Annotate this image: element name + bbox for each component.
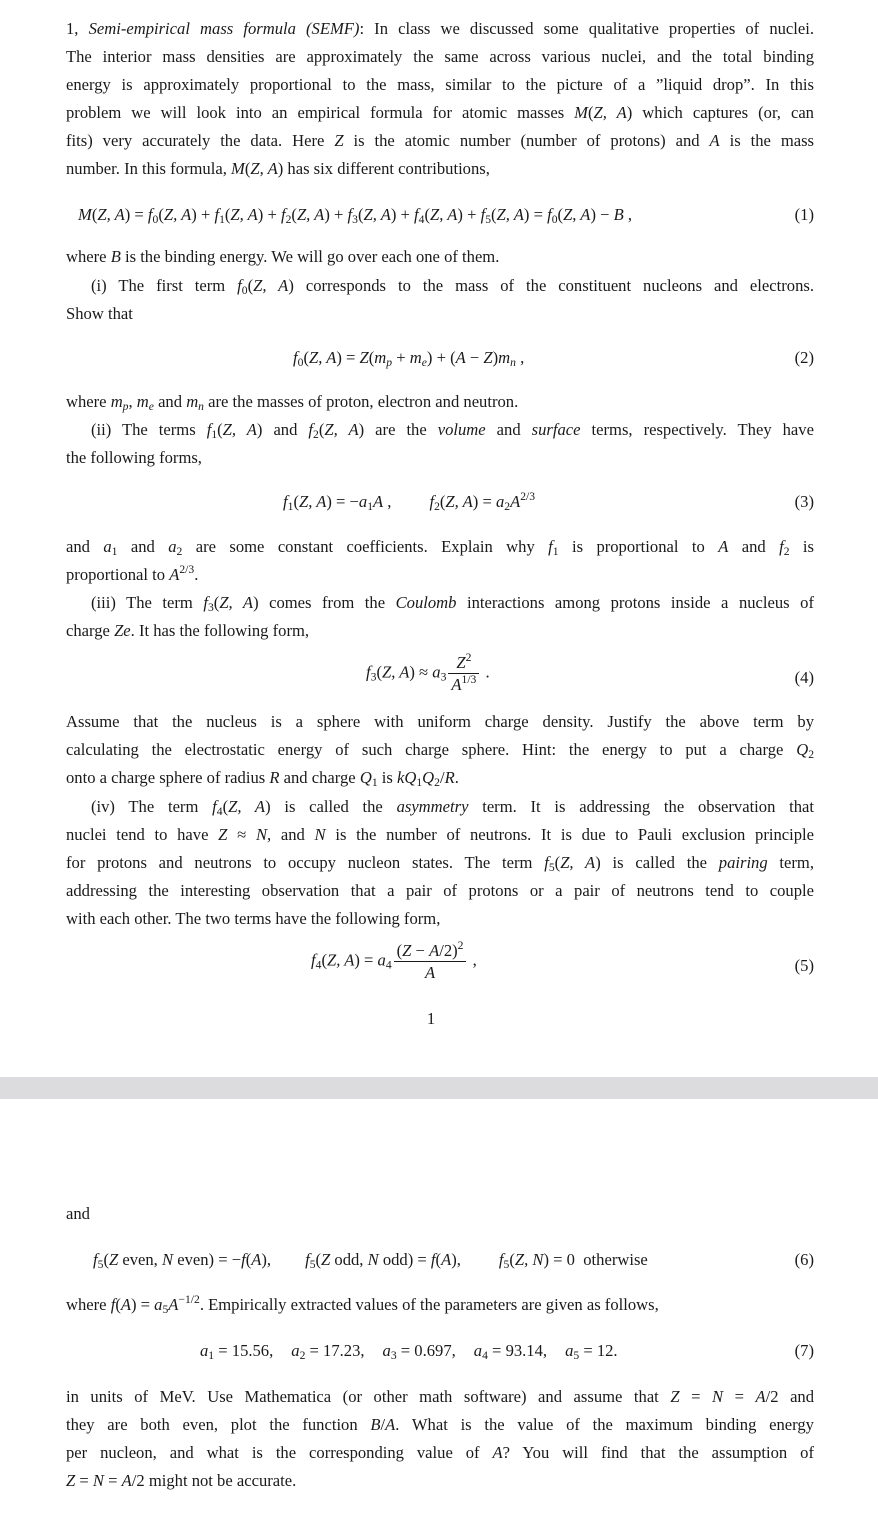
- text-line: addressing the interesting observation that a pair of protons or a pair of neutrons tend to couple: [66, 881, 814, 900]
- text-line: proportional to $A^{2/3}$.: [66, 563, 199, 584]
- text-line: The interior mass densities are approximately the same across various nuclei, and the total binding: [66, 47, 814, 66]
- text-line: and $a_1$ and $a_2$ are some constant coefficients. Explain why $f_1$ is proportional to A and $f_2$ is: [66, 537, 814, 558]
- text-line: Z = N = A/2 might not be accurate.: [66, 1471, 297, 1490]
- text-line: (iii) The term $f_3(Z$, A) comes from the Coulomb interactions among protons inside a nucleus of: [91, 593, 814, 614]
- equation-number: (6): [794, 1250, 814, 1269]
- text-line: energy is approximately proportional to the mass, similar to the picture of a ”liquid drop”. In this: [66, 75, 814, 94]
- text-line: calculating the electrostatic energy of such charge sphere. Hint: the energy to put a charge $Q_2$: [66, 740, 814, 761]
- text-line: (i) The first term $f_0(Z$, A) corresponds to the mass of the constituent nucleons and electrons.: [91, 276, 814, 297]
- text-line: Assume that the nucleus is a sphere with uniform charge density. Justify the above term by: [66, 712, 814, 731]
- equation-5: $f_4(Z$, $A) = a_4$ $\frac{(Z - A/2)^2}{A}$ ,: [311, 939, 477, 982]
- page-2: [0, 1099, 878, 1520]
- text-line: where $f(A) = a_5A^{-1/2}$. Empirically extracted values of the parameters are given as follows,: [66, 1293, 659, 1316]
- equation-3: $f_1(Z$, $A) = -a_1A$ , $f_2(Z$, $A) = a_2A^{2/3}$: [283, 490, 536, 513]
- text-line: and: [66, 1204, 90, 1223]
- text-line: charge Ze. It has the following form,: [66, 621, 310, 640]
- text-line: onto a charge sphere of radius R and charge $Q_1$ is $kQ_1Q_2/R$.: [66, 768, 459, 789]
- text-line: per nucleon, and what is the corresponding value of A? You will find that the assumption of: [66, 1443, 814, 1462]
- equation-number: (2): [794, 348, 814, 367]
- text-line: Show that: [66, 304, 133, 323]
- page-number: 1: [426, 1009, 436, 1028]
- text-line: for protons and neutrons to occupy nucleon states. The term $f_5(Z$, A) is called the pairing term,: [66, 853, 814, 874]
- problem-title: Semi-empirical mass formula (SEMF): [88, 19, 360, 38]
- equation-number: (5): [794, 956, 814, 975]
- text-line: (ii) The terms $f_1(Z$, A) and $f_2(Z$, A) are the volume and surface terms, respectively. They have: [91, 420, 814, 441]
- equation-7: $a_1 = 15.56$, $a_2 = 17.23$, $a_3 = 0.697$, $a_4 = 93.14$, $a_5 = 12$.: [200, 1341, 618, 1362]
- equation-4: $f_3(Z$, $A) \approx a_3$ $\frac{Z^2}{A^{1/3}}$ .: [366, 651, 490, 694]
- equation-2: $f_0(Z$, $A) = Z(m_p + m_e) + (A - Z)m_n$ ,: [293, 348, 525, 369]
- equation-6: $f_5(Z$ even, N even) = −f(A), $f_5(Z$ odd, N odd) = f(A), $f_5(Z$, N) = 0 otherwise: [93, 1250, 648, 1271]
- equation-number: (7): [794, 1341, 814, 1360]
- equation-1: M(Z, $A) = f_0(Z$, $A) + f_1(Z$, $A) + f_2(Z$, $A) + f_3(Z$, $A) + f_4(Z$, $A) + f_5(Z$, $A) = f_0(Z$, A) − B ,: [78, 205, 633, 226]
- page-separator: [0, 1077, 878, 1099]
- text-line: with each other. The two terms have the following form,: [66, 909, 441, 928]
- text-line: the following forms,: [66, 448, 202, 467]
- text-line: fits) very accurately the data. Here Z is the atomic number (number of protons) and A is the mass: [66, 131, 815, 150]
- equation-number: (1): [794, 205, 814, 224]
- text-line: 1, Semi-empirical mass formula (SEMF): In class we discussed some qualitative properties of nuclei.: [66, 19, 815, 38]
- equation-number: (4): [794, 668, 814, 687]
- text-line: they are both even, plot the function B/A. What is the value of the maximum binding energy: [66, 1415, 814, 1434]
- text-line: nuclei tend to have Z ≈ N, and N is the number of neutrons. It is due to Pauli exclusion principle: [66, 825, 815, 844]
- text-line: number. In this formula, M(Z, A) has six different contributions,: [66, 159, 490, 178]
- text-line: problem we will look into an empirical formula for atomic masses M(Z, A) which captures (or, can: [66, 103, 814, 122]
- text-line: where B is the binding energy. We will go over each one of them.: [66, 247, 500, 266]
- equation-number: (3): [794, 492, 814, 511]
- text-line: where $m_p$, $m_e$ and $m_n$ are the masses of proton, electron and neutron.: [66, 392, 519, 413]
- text-line: in units of MeV. Use Mathematica (or other math software) and assume that Z = N = A/2 and: [66, 1387, 815, 1406]
- text-line: (iv) The term $f_4(Z$, A) is called the asymmetry term. It is addressing the observation that: [91, 797, 815, 818]
